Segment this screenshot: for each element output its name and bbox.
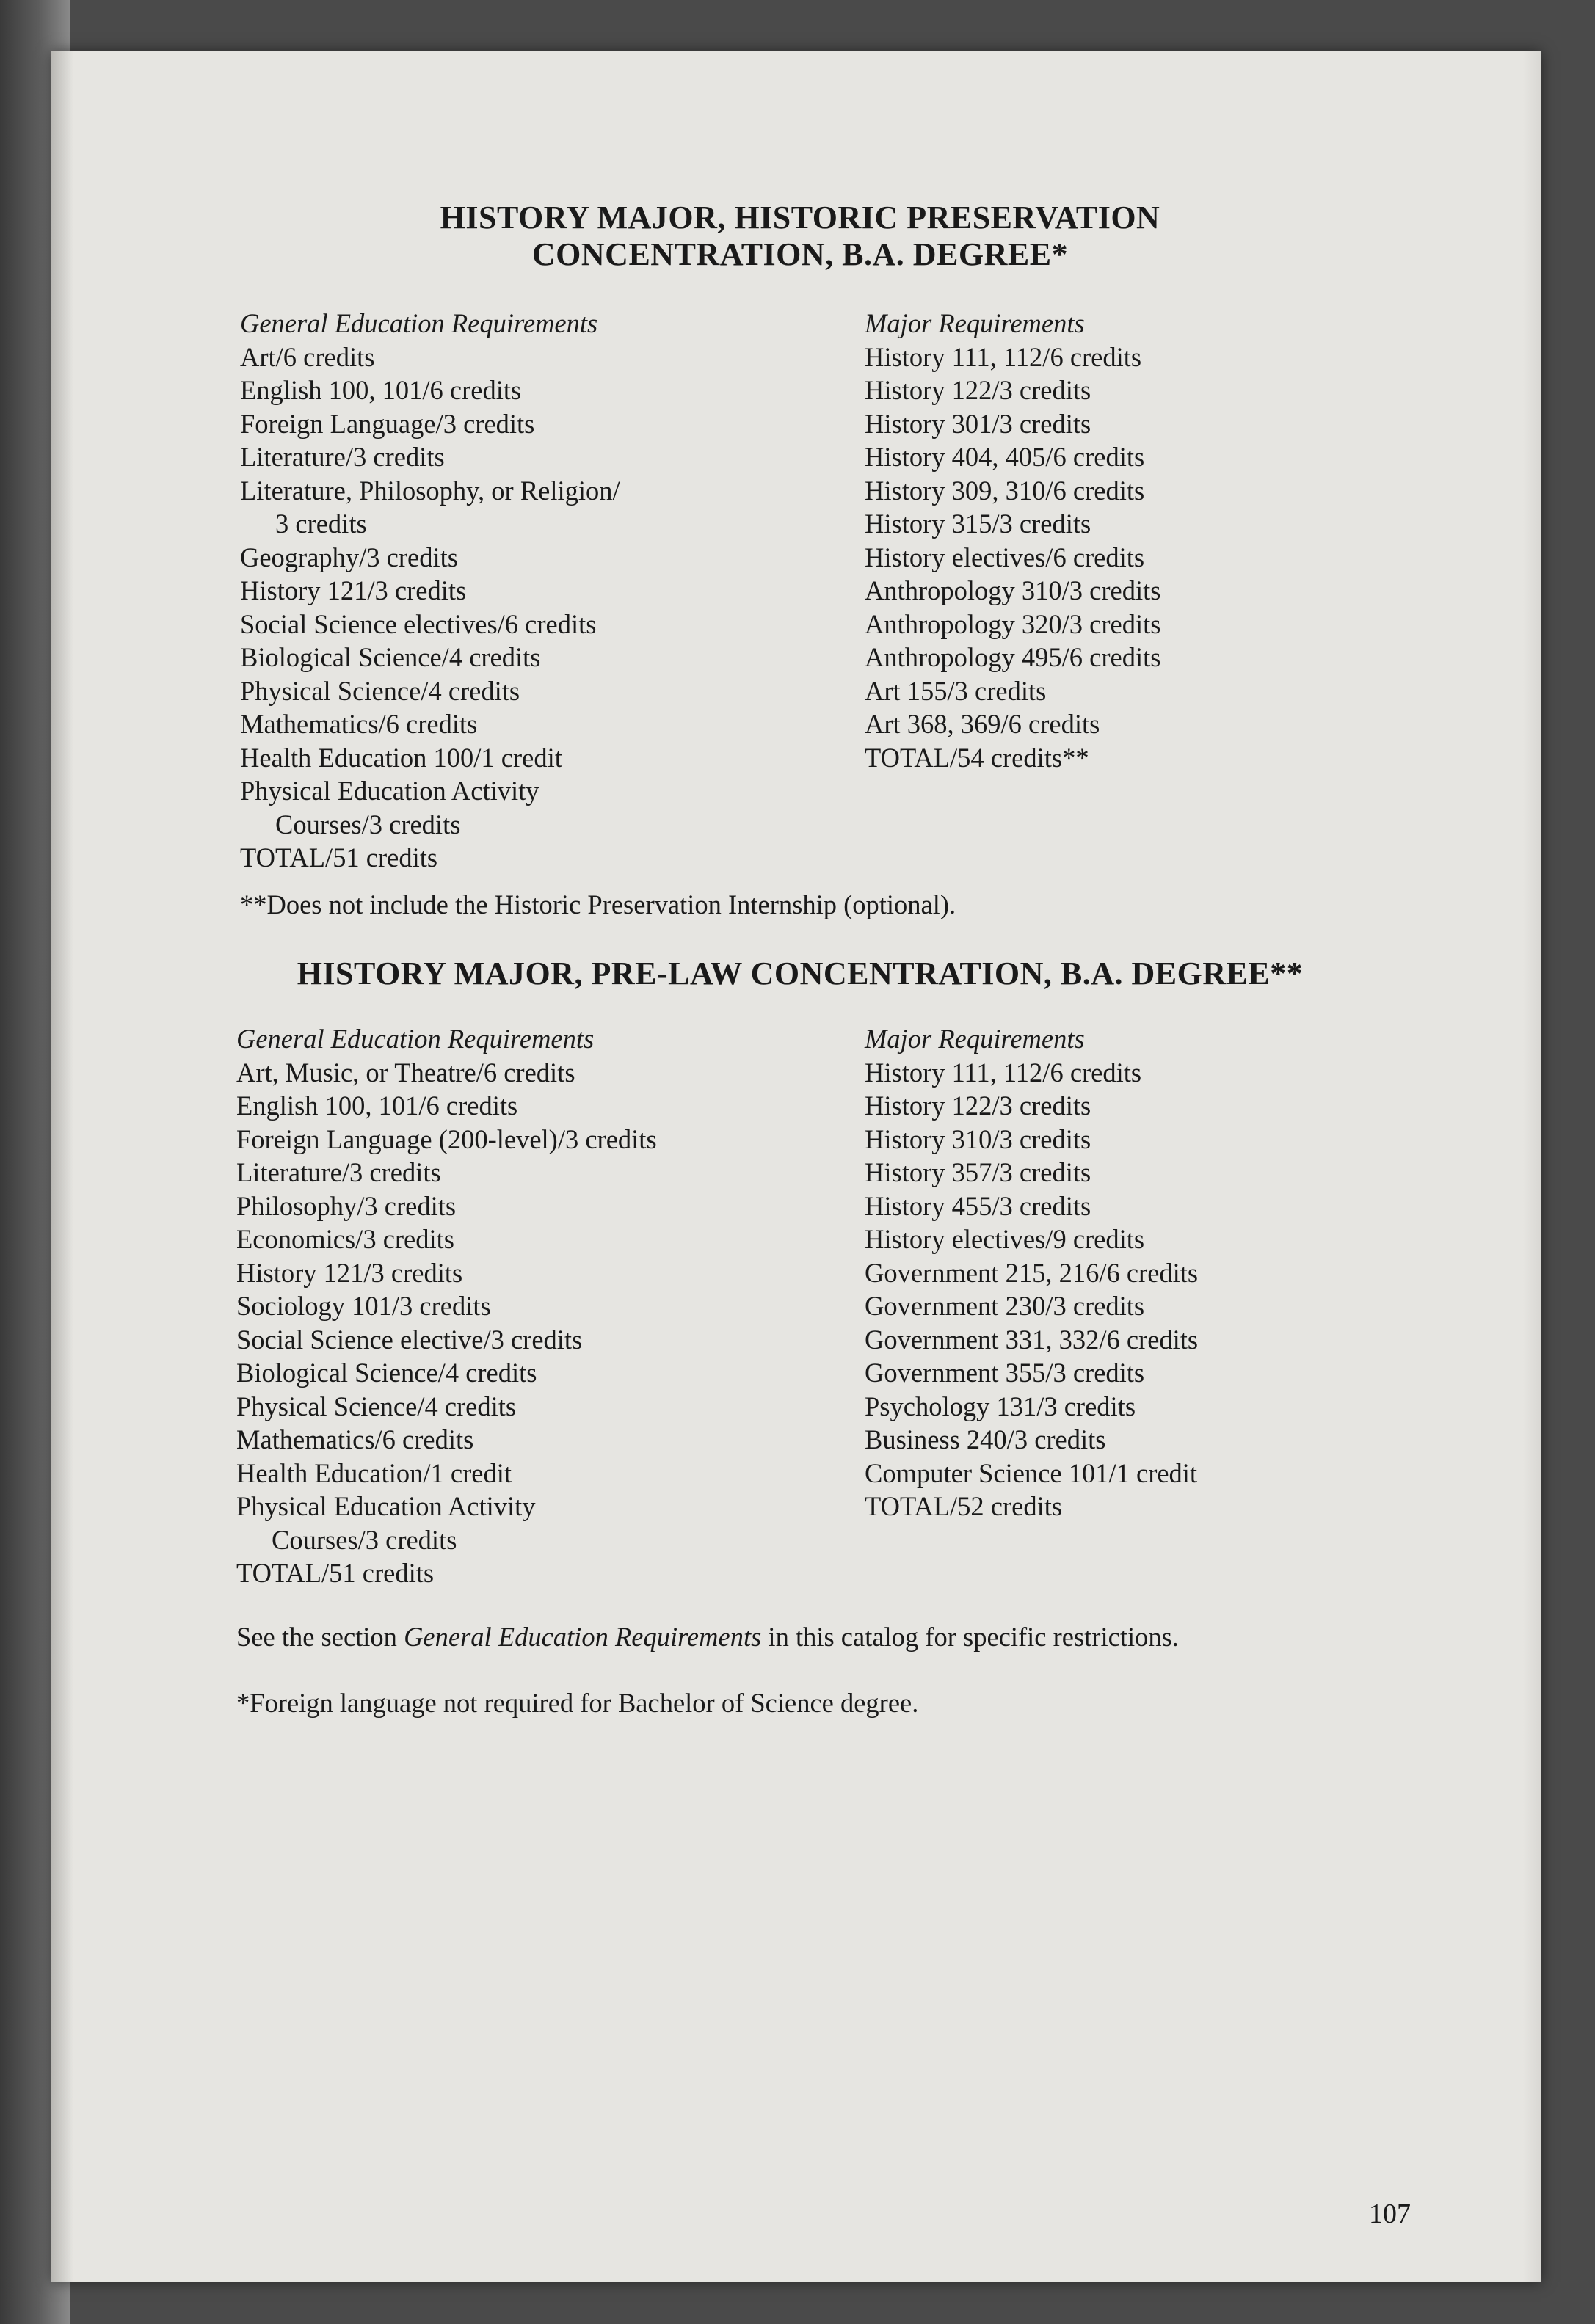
general-education-note — [236, 1620, 1179, 1653]
list-item: Economics/3 credits — [236, 1224, 454, 1254]
list-item: Biological Science/4 credits — [240, 642, 541, 672]
section2-gen-ed-header: General Education Requirements — [236, 1024, 595, 1054]
list-item: Government 355/3 credits — [865, 1358, 1145, 1388]
section1-title-line2: CONCENTRATION, B.A. DEGREE* — [531, 236, 1069, 272]
section1-major-column — [865, 307, 1160, 774]
list-item: History 122/3 credits — [865, 375, 1091, 405]
note-suffix: in this catalog for specific restrictions. — [761, 1622, 1179, 1652]
section2-major-column — [865, 1022, 1198, 1523]
list-item: History 122/3 credits — [865, 1090, 1091, 1121]
list-item: History 111, 112/6 credits — [865, 341, 1142, 372]
list-item: Computer Science 101/1 credit — [865, 1457, 1198, 1488]
list-item: Anthropology 320/3 credits — [865, 608, 1161, 639]
list-item: Government 230/3 credits — [865, 1291, 1145, 1321]
list-item: History electives/6 credits — [865, 542, 1145, 572]
list-item: Health Education 100/1 credit — [240, 742, 562, 773]
list-item: History 315/3 credits — [865, 509, 1091, 539]
list-item: Government 331, 332/6 credits — [865, 1324, 1199, 1355]
list-item: History 111, 112/6 credits — [865, 1057, 1142, 1088]
list-item: History 309, 310/6 credits — [865, 475, 1145, 506]
list-item: Art/6 credits — [240, 341, 375, 372]
list-item: Literature, Philosophy, or Religion/ — [240, 475, 620, 506]
page-number: 107 — [1369, 2199, 1411, 2229]
list-item: Literature/3 credits — [236, 1157, 441, 1187]
list-item: Health Education/1 credit — [236, 1457, 512, 1488]
list-item: History electives/9 credits — [865, 1224, 1145, 1254]
list-item: Business 240/3 credits — [865, 1424, 1106, 1454]
note-italic-reference: General Education Requirements — [404, 1622, 762, 1652]
section2-gen-ed-column — [236, 1022, 657, 1590]
list-item: Art, Music, or Theatre/6 credits — [236, 1057, 575, 1088]
list-item: Foreign Language (200-level)/3 credits — [236, 1123, 657, 1154]
list-item: History 455/3 credits — [865, 1190, 1091, 1221]
list-item: TOTAL/51 credits — [240, 842, 438, 873]
list-item: Anthropology 495/6 credits — [865, 642, 1161, 672]
list-item: History 121/3 credits — [240, 575, 467, 605]
list-item: History 121/3 credits — [236, 1257, 463, 1288]
section1-major-header: Major Requirements — [865, 308, 1085, 338]
list-item: Social Science electives/6 credits — [240, 608, 597, 639]
section1-gen-ed-column — [240, 307, 620, 875]
list-item: TOTAL/54 credits** — [865, 742, 1089, 773]
list-item: History 310/3 credits — [865, 1123, 1091, 1154]
list-item: Psychology 131/3 credits — [865, 1391, 1136, 1421]
list-item: English 100, 101/6 credits — [236, 1090, 518, 1121]
list-item: TOTAL/52 credits — [865, 1491, 1063, 1521]
section1-title-line1: HISTORY MAJOR, HISTORIC PRESERVATION — [440, 200, 1160, 236]
list-item: Anthropology 310/3 credits — [865, 575, 1161, 605]
list-item: History 357/3 credits — [865, 1157, 1091, 1187]
list-item: Physical Education Activity — [236, 1491, 536, 1521]
list-item: Geography/3 credits — [240, 542, 458, 572]
list-item: Government 215, 216/6 credits — [865, 1257, 1199, 1288]
section1-gen-ed-header: General Education Requirements — [240, 308, 598, 338]
list-item: Social Science elective/3 credits — [236, 1324, 583, 1355]
list-item: English 100, 101/6 credits — [240, 375, 522, 405]
list-item: Courses/3 credits — [275, 809, 461, 839]
section2-title: HISTORY MAJOR, PRE-LAW CONCENTRATION, B.A. DEGREE** — [297, 955, 1304, 991]
foreign-language-footnote: *Foreign language not required for Bachelor of Science degree. — [236, 1688, 919, 1718]
list-item: History 404, 405/6 credits — [865, 442, 1145, 472]
list-item: History 301/3 credits — [865, 408, 1091, 439]
list-item: Physical Science/4 credits — [240, 675, 520, 706]
list-item: Sociology 101/3 credits — [236, 1291, 491, 1321]
section1-footnote: **Does not include the Historic Preservation Internship (optional). — [240, 889, 956, 919]
list-item: Biological Science/4 credits — [236, 1358, 537, 1388]
list-item: 3 credits — [275, 509, 367, 539]
list-item: Foreign Language/3 credits — [240, 408, 535, 439]
note-prefix: See the section — [236, 1622, 404, 1652]
list-item: Physical Science/4 credits — [236, 1391, 517, 1421]
list-item: Art 368, 369/6 credits — [865, 709, 1100, 739]
list-item: TOTAL/51 credits — [236, 1558, 435, 1588]
section2-major-header: Major Requirements — [865, 1024, 1085, 1054]
list-item: Art 155/3 credits — [865, 675, 1047, 706]
list-item: Literature/3 credits — [240, 442, 445, 472]
list-item: Mathematics/6 credits — [240, 709, 478, 739]
list-item: Physical Education Activity — [240, 776, 539, 806]
list-item: Philosophy/3 credits — [236, 1190, 457, 1221]
list-item: Mathematics/6 credits — [236, 1424, 474, 1454]
list-item: Courses/3 credits — [272, 1524, 457, 1555]
